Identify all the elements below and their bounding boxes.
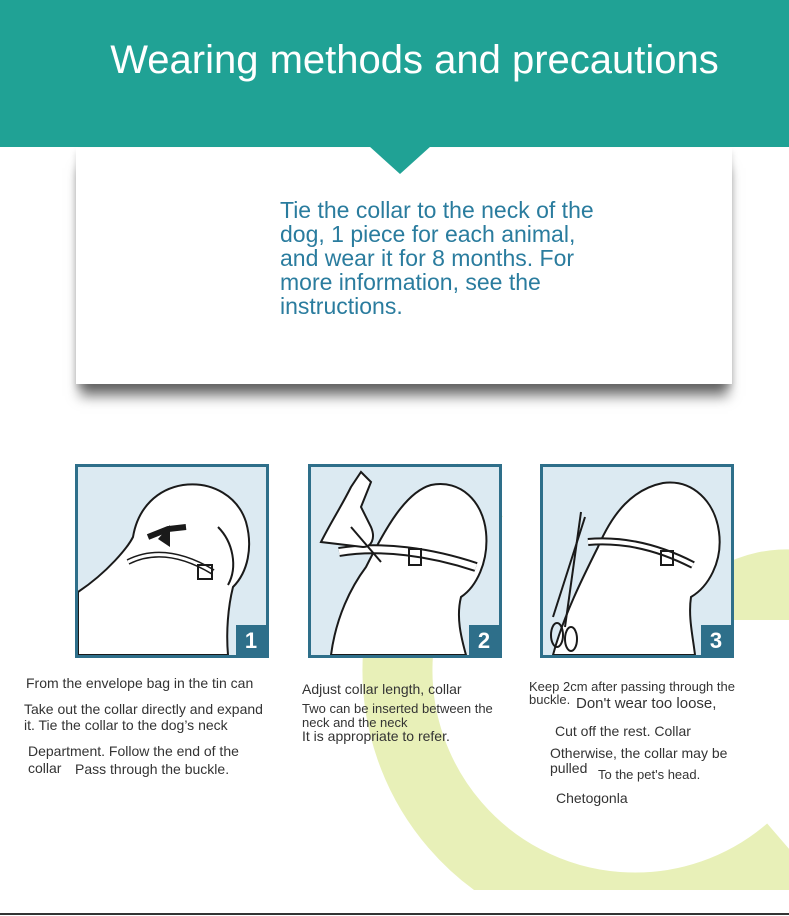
notch-arrow — [369, 146, 431, 174]
header-banner — [0, 0, 789, 147]
step-2-caption-line1: Adjust collar length, collar — [302, 681, 462, 697]
step-1-caption-line3a: Department. Follow the end of the — [28, 743, 239, 759]
intro-card — [76, 148, 732, 384]
step-3-caption-line1a: Keep 2cm after passing through the — [529, 679, 735, 694]
step-2-caption-line2a: Two can be inserted between the — [302, 701, 493, 716]
step-1-caption-line1: From the envelope bag in the tin can — [26, 675, 254, 691]
step-3-panel — [540, 464, 734, 658]
step-2-panel — [308, 464, 502, 658]
step-3-caption-line2: Don't wear too loose, — [576, 695, 717, 712]
step-2-caption-line2b: neck and the neck — [302, 715, 408, 730]
step-3-caption-line1b: buckle. — [529, 692, 571, 707]
step-2-caption-line3: It is appropriate to refer. — [302, 728, 450, 744]
intro-text: Tie the collar to the neck of the dog, 1 piece for each animal, and wear it for 8 months. For more information, see the instructions. — [280, 197, 594, 319]
step-1-caption-line2b: it. Tie the collar to the dog’s neck — [24, 717, 228, 733]
step-1-panel — [75, 464, 269, 658]
step-3-caption-line3: Cut off the rest. Collar — [555, 723, 691, 739]
step-3-caption-line6: Chetogonla — [556, 790, 628, 806]
step-number: 2 — [469, 625, 499, 655]
step-1-caption-line2a: Take out the collar directly and expand — [24, 701, 263, 717]
step-number: 1 — [236, 625, 266, 655]
step-3-caption-line5b: To the pet's head. — [598, 767, 701, 782]
page-title: Wearing methods and precautions — [110, 38, 719, 82]
divider — [0, 913, 789, 915]
step-3-caption-line4: Otherwise, the collar may be — [550, 745, 728, 761]
step-number: 3 — [701, 625, 731, 655]
step-1-caption-line3c: Pass through the buckle. — [75, 761, 230, 777]
step-1-caption-line3b: collar — [28, 760, 62, 776]
step-3-caption-line5a: pulled — [550, 760, 588, 776]
